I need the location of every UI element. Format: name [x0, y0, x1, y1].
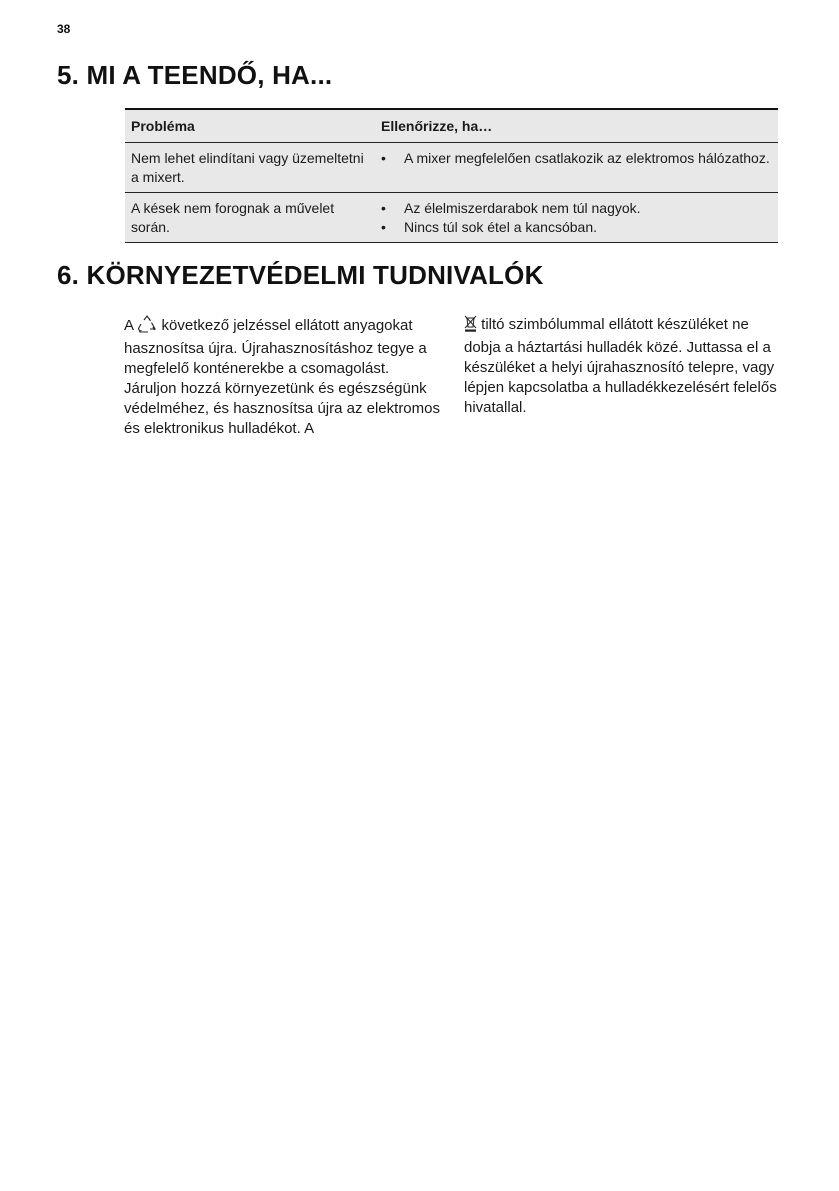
check-cell [375, 193, 778, 243]
check-text: Nincs túl sok étel a kancsóban. [404, 219, 597, 235]
check-list [381, 149, 772, 168]
recycle-icon [137, 315, 157, 339]
problem-cell: Nem lehet elindítani vagy üzemeltetni a mixert. [125, 143, 375, 193]
crossed-bin-icon [464, 315, 477, 338]
text-fragment: tiltó szimbólummal ellátott készüléket ne dobja a háztartási hulladék közé. Juttassa el a készüléket a helyi újrahasznosító telepre, vagy lépjen kapcsolatba a hulladékkezelésért felelős hivatallal. [464, 316, 777, 416]
table-header-row [125, 109, 778, 143]
table-row [125, 143, 778, 193]
problem-cell: A kések nem forognak a művelet során. [125, 193, 375, 243]
environment-text-right [464, 315, 784, 418]
bullet-icon: • [381, 219, 386, 235]
text-fragment: következő jelzéssel ellátott anyagokat hasznosítsa újra. Újrahasznosításhoz tegye a megfelelő konténerekbe a csomagolást. Járuljon hozzá környezetünk és egészségünk védelméhez, és hasznosítsa újra az elektromos és elektronikus hulladékot. A [124, 317, 440, 437]
troubleshooting-table [125, 108, 778, 243]
column-header-check: Ellenőrizze, ha… [375, 109, 778, 143]
environment-text-left [124, 315, 444, 439]
check-list [381, 199, 772, 237]
bullet-icon: • [381, 150, 386, 166]
check-item [381, 149, 772, 168]
bullet-icon: • [381, 200, 386, 216]
section-title-troubleshooting: 5. MI A TEENDŐ, HA... [57, 60, 333, 90]
text-fragment: A [124, 317, 134, 334]
check-cell [375, 143, 778, 193]
column-header-problem: Probléma [125, 109, 375, 143]
section-title-environment: 6. KÖRNYEZETVÉDELMI TUDNIVALÓK [57, 260, 544, 290]
check-text: Az élelmiszerdarabok nem túl nagyok. [404, 200, 641, 216]
page-number: 38 [57, 22, 71, 36]
check-item [381, 218, 772, 237]
check-text: A mixer megfelelően csatlakozik az elektromos hálózathoz. [404, 150, 770, 166]
check-item [381, 199, 772, 218]
table-row [125, 193, 778, 243]
